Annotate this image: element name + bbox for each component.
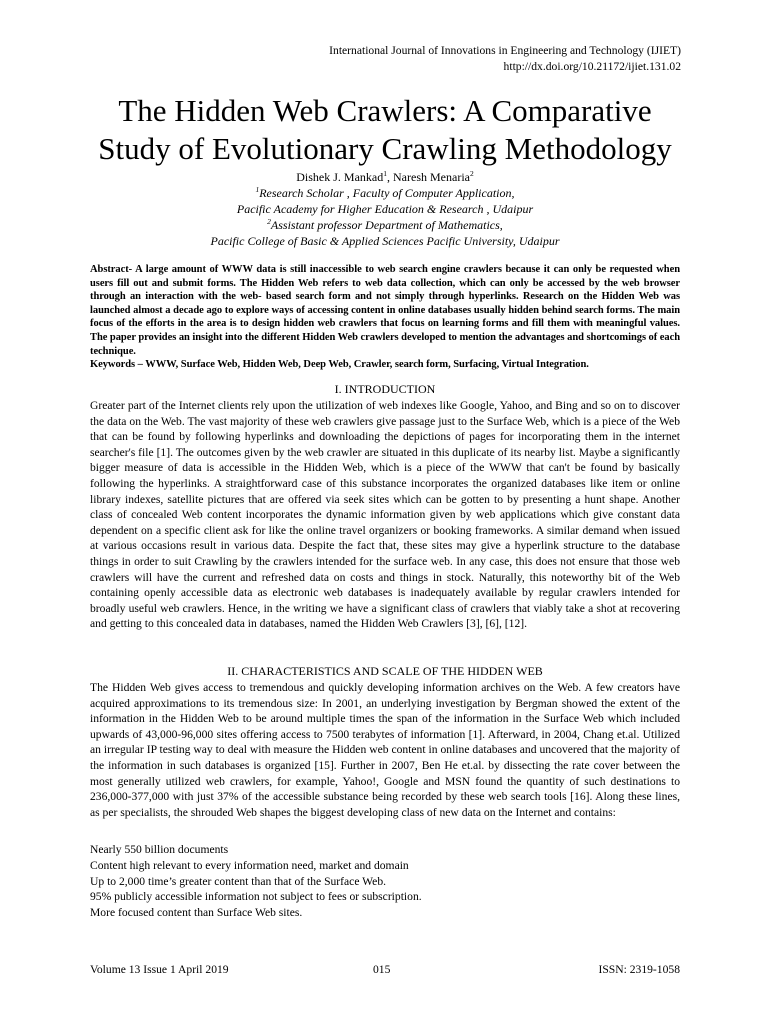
affiliation-1-line-2: Pacific Academy for Higher Education & Research , Udaipur xyxy=(236,202,534,216)
section-1-body: Greater part of the Internet clients rely upon the utilization of web indexes like Google, Yahoo, and Bing and so on to discover the data on the Web. The vast majority of these web crawlers give passage just to the Surface Web, which is a piece of the Web that can be found by following hyperlinks and downloading the depictions of pages for incorporating them in the internet searcher's file [1]. The outcomes given by the web crawler are situated in this duplicate of its nearby list. Maybe a significantly bigger measure of data is accessible in the Hidden Web, which is a piece of the WWW that can't be found by basically following the hyperlinks. A straightforward case of this substance incorporates the organized databases like item or online library indexes, satellite pictures that are offered via seek sites which can be gotten to by presenting a hunt shape. Another class of concealed Web content incorporates the dynamic information given by web applications which give constant data dependent on a specific client ask for like the online travel organizers or booking frameworks. A similar demand when issued at various occasions result in various data. Despite the fact that, these sites may give a hyperlink structure to the database things in order to suit Crawling by the crawlers intended for the surface web. In any case, this does not ensure that those web crawlers will have the current and refreshed data on costs and things in stock. Naturally, this noteworthy bit of the Web containing openly accessible data as electronic web databases is inadequately available by regular crawlers intended for broadly useful web crawlers. Hence, in the writing we have a significant class of crawlers that viably take a shot at recovering and getting to this concealed data in databases, named the Hidden Web Crawlers [3], [6], [12]. xyxy=(90,399,680,631)
affiliation-2-sup: 2 xyxy=(267,217,271,226)
list-item: Nearly 550 billion documents xyxy=(90,843,229,856)
affiliation-2 xyxy=(60,217,710,233)
author-2-sup: 2 xyxy=(469,169,474,178)
abstract-block xyxy=(90,263,680,372)
affiliation-2-line-1: Assistant professor Department of Mathematics, xyxy=(270,218,503,232)
author-separator: , xyxy=(387,170,394,184)
title-line-1: The Hidden Web Crawlers: A Comparative xyxy=(118,93,652,128)
footer-volume: Volume 13 Issue 1 April 2019 xyxy=(90,963,229,976)
list-item: More focused content than Surface Web sites. xyxy=(90,906,303,920)
journal-name: International Journal of Innovations in Engineering and Technology (IJIET) xyxy=(329,44,681,57)
author-2: Naresh Menaria xyxy=(393,170,470,184)
affiliation-1-line-1: Research Scholar , Faculty of Computer Application, xyxy=(259,186,515,200)
author-1: Dishek J. Mankad xyxy=(296,170,384,184)
hidden-web-facts-list xyxy=(90,842,680,921)
title-line-2: Study of Evolutionary Crawling Methodology xyxy=(98,131,672,166)
author-names xyxy=(60,169,710,185)
author-block xyxy=(60,169,710,249)
footer-page-number: 015 xyxy=(373,963,391,976)
author-1-sup: 1 xyxy=(383,169,388,178)
list-item: Content high relevant to every information need, market and domain xyxy=(90,858,409,872)
keywords: Keywords – WWW, Surface Web, Hidden Web, Deep Web, Crawler, search form, Surfacing, Virtual Integration. xyxy=(90,359,589,371)
footer-issn: ISSN: 2319-1058 xyxy=(598,963,680,976)
doi-link[interactable]: http://dx.doi.org/10.21172/ijiet.131.02 xyxy=(503,60,681,73)
list-item: 95% publicly accessible information not subject to fees or subscription. xyxy=(90,890,422,904)
affiliation-1 xyxy=(60,185,710,201)
abstract-text: Abstract- A large amount of WWW data is still inaccessible to web search engine crawlers because it can only be requested when users fill out and submit forms. The Hidden Web refers to web data collection, which can only be accessed by the web browser through an interaction with the web- based search form and not simply through hyperlinks. Research on the Hidden Web was launched almost a decade ago to explore ways of accessing content in online databases usually hidden behind search forms. The main focus of the efforts in the area is to design hidden web crawlers that focus on learning forms and fill them with meaningful values. The paper provides an insight into the different Hidden Web crawlers developed to mention the advantages and shortcomings of each technique. xyxy=(90,264,680,357)
section-2-body: The Hidden Web gives access to tremendous and quickly developing information archives on the Web. A few creators have acquired approximations to its tremendous size: In 2001, an underlying investigation by Bergman showed the extent of the information in the Hidden Web to be around multiple times the span of the information in the Surface Web which included upwards of 43,000-96,000 sites offering access to 7500 terabytes of information [1]. Afterward, in 2004, Chang et.al. Utilized an irregular IP testing way to deal with measure the Hidden web content in online databases and uncovered that the majority of the information in such databases is organized [15]. Further in 2007, Ben He et.al. by dissecting the rate cover between the most generally utilized web crawlers, for example, Yahoo!, Google and MSN found the quantity of such destinations to 236,000-377,000 with just 37% of the accessible substance being recorded by these web search tools [16]. Along these lines, as per specialists, the shrouded Web shapes the biggest developing class of new data on the Internet and contains: xyxy=(90,681,680,819)
affiliation-2-line-2: Pacific College of Basic & Applied Sciences Pacific University, Udaipur xyxy=(210,234,560,248)
list-item: Up to 2,000 time’s greater content than that of the Surface Web. xyxy=(90,874,387,888)
section-2-heading: II. CHARACTERISTICS AND SCALE OF THE HIDDEN WEB xyxy=(227,664,543,678)
affiliation-1-sup: 1 xyxy=(255,185,260,194)
paper-title xyxy=(60,92,710,168)
section-1-heading: I. INTRODUCTION xyxy=(334,382,436,396)
